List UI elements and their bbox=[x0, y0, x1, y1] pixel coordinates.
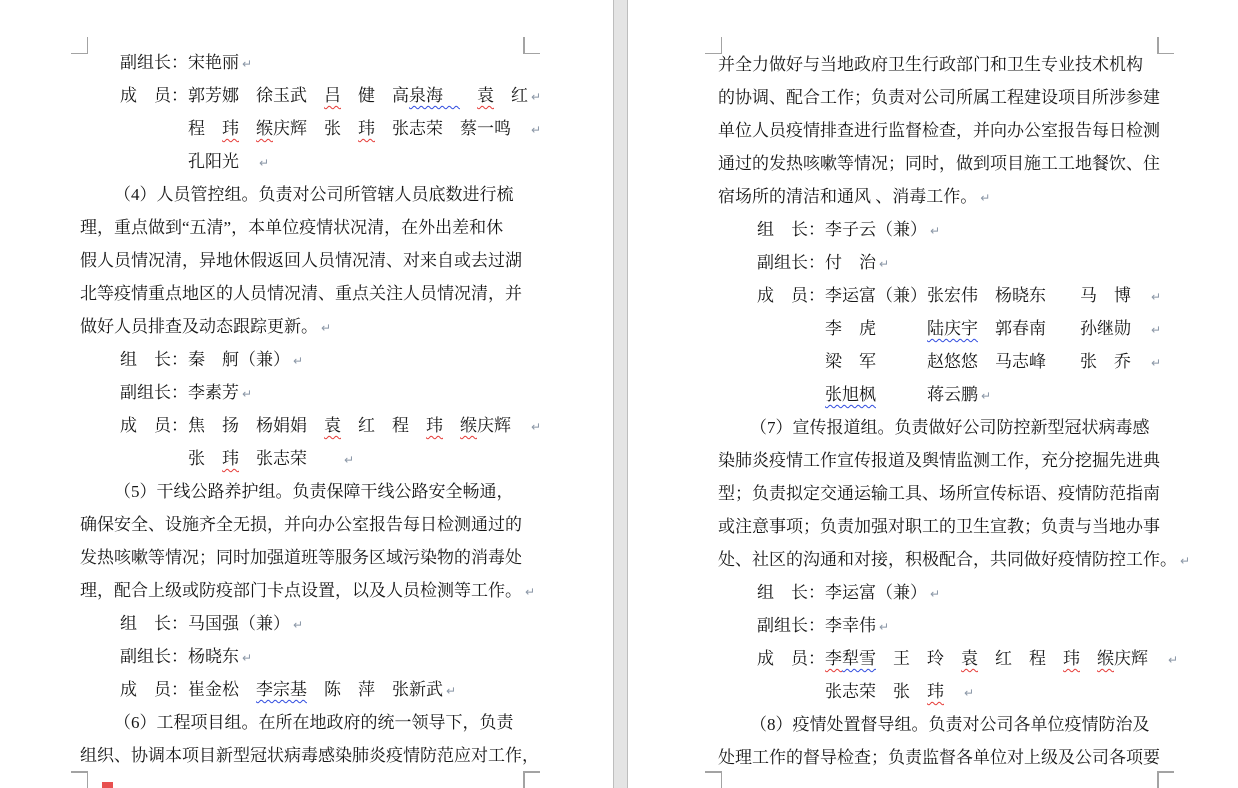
paragraph-mark-icon: ↵ bbox=[1168, 653, 1179, 667]
text-run: （4）人员管控组。负责对公司所管辖人员底数进行梳 bbox=[114, 185, 514, 204]
text-line[interactable] bbox=[80, 580, 535, 603]
text-line[interactable] bbox=[757, 582, 940, 605]
page-gap bbox=[613, 0, 628, 788]
paragraph-mark-icon: ↵ bbox=[879, 620, 890, 634]
paragraph-mark-icon: ↵ bbox=[293, 618, 304, 632]
text-run: 成 员：焦 扬 杨娟娟 bbox=[120, 416, 324, 435]
text-line[interactable] bbox=[718, 450, 1160, 472]
text-line[interactable] bbox=[750, 714, 1150, 736]
text-run: 红 程 bbox=[978, 649, 1063, 668]
margin-crop-mark bbox=[523, 37, 525, 54]
text-line[interactable] bbox=[120, 52, 252, 75]
text-line[interactable] bbox=[80, 217, 503, 239]
text-run: 做好人员排查及动态跟踪更新。 bbox=[80, 317, 318, 336]
paragraph-mark-icon: ↵ bbox=[344, 453, 355, 467]
margin-crop-mark bbox=[1157, 37, 1159, 54]
spellcheck-red-squiggle-text: 缑 bbox=[460, 416, 477, 435]
text-run: 宿场所的清洁和通风 、消毒工作。 bbox=[718, 187, 978, 206]
text-line[interactable] bbox=[188, 118, 541, 141]
text-run: 红 程 bbox=[341, 416, 426, 435]
text-line[interactable] bbox=[825, 384, 991, 407]
text-line[interactable] bbox=[718, 87, 1160, 109]
text-run: 并全力做好与当地政府卫生行政部门和卫生专业技术机构 bbox=[718, 55, 1143, 74]
text-line[interactable] bbox=[120, 382, 252, 405]
text-run: 副组长：李幸伟 bbox=[757, 616, 876, 635]
margin-crop-mark bbox=[1157, 771, 1159, 788]
paragraph-mark-icon: ↵ bbox=[259, 156, 270, 170]
text-run: 组 长：李子云（兼） bbox=[757, 220, 927, 239]
paragraph-mark-icon: ↵ bbox=[964, 686, 975, 700]
text-run bbox=[443, 416, 460, 435]
text-line[interactable] bbox=[80, 547, 522, 569]
paragraph-mark-icon: ↵ bbox=[531, 420, 542, 434]
text-run: 成 员：崔金松 bbox=[120, 680, 256, 699]
paragraph-mark-icon: ↵ bbox=[531, 123, 542, 137]
paragraph-mark-icon: ↵ bbox=[531, 90, 542, 104]
spellcheck-blue-squiggle-text: 犁雪 bbox=[842, 649, 876, 668]
paragraph-mark-icon: ↵ bbox=[242, 651, 253, 665]
text-run: 李 虎 bbox=[825, 319, 927, 338]
margin-crop-mark bbox=[71, 771, 88, 773]
text-line[interactable] bbox=[188, 151, 269, 174]
paragraph-mark-icon: ↵ bbox=[980, 191, 991, 205]
paragraph-mark-icon: ↵ bbox=[321, 321, 332, 335]
text-run: 张志荣 bbox=[239, 449, 341, 468]
margin-crop-mark bbox=[1157, 53, 1174, 55]
text-run: 假人员情况清，异地休假返回人员情况清、对来自或去过湖 bbox=[80, 251, 522, 270]
text-run: 陈 萍 张新武 bbox=[307, 680, 443, 699]
spellcheck-red-squiggle-text: 缑 bbox=[256, 119, 273, 138]
text-line[interactable] bbox=[718, 747, 1160, 769]
text-line[interactable] bbox=[757, 219, 940, 242]
text-run: 程 bbox=[188, 119, 222, 138]
text-line[interactable] bbox=[120, 646, 252, 669]
text-run: 庆辉 bbox=[1114, 649, 1165, 668]
spellcheck-red-squiggle-text: 袁 bbox=[477, 86, 494, 105]
margin-crop-mark bbox=[71, 53, 88, 55]
margin-crop-mark bbox=[721, 37, 723, 54]
text-line[interactable] bbox=[80, 514, 522, 536]
text-run: 副组长：付 治 bbox=[757, 253, 876, 272]
spellcheck-red-squiggle-text: 玮 bbox=[426, 416, 443, 435]
paragraph-mark-icon: ↵ bbox=[1180, 554, 1191, 568]
text-run: 副组长：李素芳 bbox=[120, 383, 239, 402]
spellcheck-red-squiggle-text: 玮 bbox=[927, 682, 944, 701]
text-run: 发热咳嗽等情况；同时加强道班等服务区域污染物的消毒处 bbox=[80, 548, 522, 567]
spellcheck-red-squiggle-text: 缑 bbox=[1097, 649, 1114, 668]
margin-crop-mark bbox=[87, 37, 89, 54]
page-right[interactable] bbox=[628, 0, 1238, 788]
text-run: 成 员： bbox=[757, 649, 825, 668]
margin-crop-mark bbox=[523, 53, 540, 55]
margin-crop-mark bbox=[705, 771, 722, 773]
text-line[interactable] bbox=[825, 681, 974, 704]
text-line[interactable] bbox=[825, 318, 1161, 341]
text-line[interactable] bbox=[718, 483, 1160, 505]
margin-crop-mark bbox=[523, 771, 540, 773]
text-run: 的协调、配合工作；负责对公司所属工程建设项目所涉参建 bbox=[718, 88, 1160, 107]
spellcheck-red-squiggle-text: 玮 bbox=[358, 119, 375, 138]
text-run: 染肺炎疫情工作宣传报道及舆情监测工作，充分挖掘先进典 bbox=[718, 451, 1160, 470]
text-line[interactable] bbox=[120, 415, 541, 438]
text-run: （8）疫情处置督导组。负责对公司各单位疫情防治及 bbox=[750, 715, 1150, 734]
text-line[interactable] bbox=[80, 283, 522, 305]
text-run: 成 员：李运富（兼）张宏伟 杨晓东 马 博 bbox=[757, 286, 1148, 305]
text-line[interactable] bbox=[80, 745, 539, 767]
text-run: 副组长：杨晓东 bbox=[120, 647, 239, 666]
red-marker-fragment bbox=[102, 782, 113, 788]
text-line[interactable] bbox=[114, 184, 514, 206]
text-run: 红 bbox=[494, 86, 528, 105]
spellcheck-blue-squiggle-text: 张旭枫 bbox=[825, 385, 876, 404]
text-line[interactable] bbox=[757, 252, 889, 275]
text-run: 庆辉 张 bbox=[273, 119, 358, 138]
text-run: 蒋云鹏 bbox=[876, 385, 978, 404]
margin-crop-mark bbox=[523, 771, 525, 788]
text-run: 健 高 bbox=[341, 86, 409, 105]
text-run: 组织、协调本项目新型冠状病毒感染肺炎疫情防范应对工作， bbox=[80, 746, 539, 765]
text-run: 梁 军 赵悠悠 马志峰 张 乔 bbox=[825, 352, 1148, 371]
spellcheck-blue-squiggle-text: 陆庆宇 bbox=[927, 319, 978, 338]
spellcheck-red-squiggle-text: 玮 bbox=[1063, 649, 1080, 668]
text-line[interactable] bbox=[757, 615, 889, 638]
text-run bbox=[944, 682, 961, 701]
text-line[interactable] bbox=[120, 349, 303, 372]
text-run: 理，配合上级或防疫部门卡点设置，以及人员检测等工作。 bbox=[80, 581, 522, 600]
text-run: 成 员：郭芳娜 徐玉武 bbox=[120, 86, 324, 105]
spellcheck-red-squiggle-text: 李 bbox=[825, 649, 842, 668]
paragraph-mark-icon: ↵ bbox=[446, 684, 457, 698]
text-line[interactable] bbox=[80, 316, 331, 339]
spellcheck-red-squiggle-text: 袁 bbox=[324, 416, 341, 435]
text-line[interactable] bbox=[114, 712, 514, 734]
text-line[interactable] bbox=[120, 679, 456, 702]
text-line[interactable] bbox=[114, 481, 514, 503]
spellcheck-red-squiggle-text: 玮 bbox=[222, 119, 239, 138]
margin-crop-mark bbox=[87, 771, 89, 788]
text-run: 组 长：李运富（兼） bbox=[757, 583, 927, 602]
paragraph-mark-icon: ↵ bbox=[242, 57, 253, 71]
paragraph-mark-icon: ↵ bbox=[1151, 290, 1162, 304]
text-run: 或注意事项；负责加强对职工的卫生宣教；负责与当地办事 bbox=[718, 517, 1160, 536]
paragraph-mark-icon: ↵ bbox=[1151, 323, 1162, 337]
text-line[interactable] bbox=[757, 648, 1178, 671]
text-run: 单位人员疫情排查进行监督检查，并向办公室报告每日检测 bbox=[718, 121, 1160, 140]
text-run: 处、社区的沟通和对接，积极配合，共同做好疫情防控工作。 bbox=[718, 550, 1177, 569]
text-line[interactable] bbox=[80, 250, 522, 272]
text-line[interactable] bbox=[750, 417, 1150, 439]
text-line[interactable] bbox=[718, 54, 1143, 76]
text-run: 处理工作的督导检查；负责监督各单位对上级及公司各项要 bbox=[718, 748, 1160, 767]
text-line[interactable] bbox=[757, 285, 1161, 308]
text-run: 张志荣 张 bbox=[825, 682, 927, 701]
paragraph-mark-icon: ↵ bbox=[879, 257, 890, 271]
text-run: 理，重点做到“五清”，本单位疫情状况清，在外出差和休 bbox=[80, 218, 504, 237]
text-line[interactable] bbox=[718, 120, 1160, 142]
page-left[interactable] bbox=[0, 0, 613, 788]
text-run: 郭春南 孙继勋 bbox=[978, 319, 1148, 338]
text-line[interactable] bbox=[188, 448, 354, 471]
text-run bbox=[239, 119, 256, 138]
text-run: 孔阳光 bbox=[188, 152, 256, 171]
text-line[interactable] bbox=[825, 351, 1161, 374]
text-run: 组 长：马国强（兼） bbox=[120, 614, 290, 633]
text-run: 型；负责拟定交通运输工具、场所宣传标语、疫情防范指南 bbox=[718, 484, 1160, 503]
text-run bbox=[1080, 649, 1097, 668]
paragraph-mark-icon: ↵ bbox=[1151, 356, 1162, 370]
spellcheck-blue-squiggle-text: 李宗基 bbox=[256, 680, 307, 699]
text-run: 组 长：秦 舸（兼） bbox=[120, 350, 290, 369]
text-line[interactable] bbox=[120, 613, 303, 636]
spellcheck-red-squiggle-text: 袁 bbox=[961, 649, 978, 668]
text-run: 张志荣 蔡一鸣 bbox=[375, 119, 528, 138]
paragraph-mark-icon: ↵ bbox=[242, 387, 253, 401]
margin-crop-mark bbox=[1157, 771, 1174, 773]
text-run: 通过的发热咳嗽等情况；同时，做到项目施工工地餐饮、住 bbox=[718, 154, 1160, 173]
text-run bbox=[460, 86, 477, 105]
paragraph-mark-icon: ↵ bbox=[293, 354, 304, 368]
margin-crop-mark bbox=[721, 771, 723, 788]
text-run: 确保安全、设施齐全无损，并向办公室报告每日检测通过的 bbox=[80, 515, 522, 534]
spellcheck-red-squiggle-text: 玮 bbox=[222, 449, 239, 468]
text-line[interactable] bbox=[718, 516, 1160, 538]
text-line[interactable] bbox=[718, 153, 1160, 175]
paragraph-mark-icon: ↵ bbox=[981, 389, 992, 403]
text-run: （6）工程项目组。在所在地政府的统一领导下，负责 bbox=[114, 713, 514, 732]
text-run: （5）干线公路养护组。负责保障干线公路安全畅通， bbox=[114, 482, 514, 501]
text-run: 北等疫情重点地区的人员情况清、重点关注人员情况清，并 bbox=[80, 284, 522, 303]
text-run: （7）宣传报道组。负责做好公司防控新型冠状病毒感 bbox=[750, 418, 1150, 437]
paragraph-mark-icon: ↵ bbox=[930, 587, 941, 601]
margin-crop-mark bbox=[705, 53, 722, 55]
text-line[interactable] bbox=[718, 549, 1190, 572]
text-line[interactable] bbox=[120, 85, 541, 108]
text-run: 副组长：宋艳丽 bbox=[120, 53, 239, 72]
paragraph-mark-icon: ↵ bbox=[525, 585, 536, 599]
spellcheck-red-squiggle-text: 吕 bbox=[324, 86, 341, 105]
text-run: 张 bbox=[188, 449, 222, 468]
text-run: 王 玲 bbox=[876, 649, 961, 668]
text-run: 庆辉 bbox=[477, 416, 528, 435]
text-line[interactable] bbox=[718, 186, 990, 209]
paragraph-mark-icon: ↵ bbox=[930, 224, 941, 238]
spellcheck-blue-squiggle-text: 泉海 bbox=[409, 86, 460, 105]
